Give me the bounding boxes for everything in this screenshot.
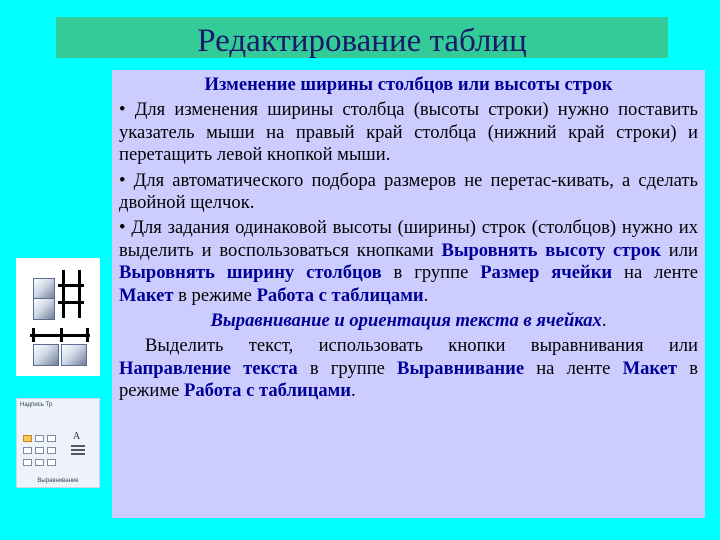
align-bottom-right-button[interactable] bbox=[47, 459, 56, 466]
keyword-cell-size: Размер ячейки bbox=[480, 262, 613, 284]
align-middle-left-button[interactable] bbox=[23, 447, 32, 454]
text-direction-icon: A bbox=[73, 431, 81, 442]
keyword-text-direction: Направление текста bbox=[119, 357, 298, 379]
heading-period: . bbox=[601, 310, 607, 332]
text-direction-button[interactable] bbox=[67, 431, 91, 467]
text-run: в группе bbox=[381, 262, 481, 284]
bullet-autofit: • Для автоматического подбора размеров не перетас-кивать, а сделать двойной щелчок. bbox=[119, 170, 698, 215]
text-run: на ленте bbox=[612, 262, 698, 284]
row-divider-icon bbox=[78, 270, 81, 318]
keyword-table-tools: Работа с таблицами bbox=[256, 284, 424, 306]
align-bottom-center-button[interactable] bbox=[35, 459, 44, 466]
keyword-table-tools: Работа с таблицами bbox=[184, 380, 352, 402]
bullet-distribute bbox=[119, 217, 698, 307]
text-run: Для задания одинаковой высоты (ширины) строк (столбцов) нужно их выделить и воспользоваться кнопками bbox=[119, 217, 698, 261]
slide-title: Редактирование таблиц bbox=[56, 17, 668, 58]
ribbon-top-label: Надпись Тр bbox=[20, 402, 53, 408]
distribute-rows-icon bbox=[33, 278, 55, 300]
distribute-columns-icon bbox=[61, 344, 87, 366]
line-icon bbox=[71, 445, 85, 447]
keyword-alignment: Выравнивание bbox=[397, 357, 525, 379]
bullet-resize: • Для изменения ширины столбца (высоты строки) нужно поставить указатель мыши на правый край столбца (нижний край строки) и перетащить левой кнопкой мыши. bbox=[119, 99, 698, 166]
column-divider-icon bbox=[32, 328, 35, 342]
heading-alignment bbox=[119, 310, 698, 332]
line-icon bbox=[71, 449, 85, 451]
keyword-layout: Макет bbox=[119, 284, 174, 306]
text-run: или bbox=[661, 239, 698, 261]
text-run: в режиме bbox=[173, 284, 257, 306]
row-divider-icon bbox=[58, 301, 84, 304]
keyword-distribute-rows: Выровнять высоту строк bbox=[441, 239, 662, 261]
distribute-icons-image bbox=[16, 258, 100, 376]
align-top-center-button[interactable] bbox=[35, 435, 44, 442]
line-icon bbox=[71, 453, 85, 455]
distribute-columns-icon bbox=[33, 344, 59, 366]
row-divider-icon bbox=[62, 270, 65, 318]
column-divider-icon bbox=[86, 328, 89, 342]
ribbon-alignment-group bbox=[16, 398, 100, 488]
keyword-distribute-columns: Выровнять ширину столбцов bbox=[119, 262, 382, 284]
align-top-right-button[interactable] bbox=[47, 435, 56, 442]
ribbon-group-label: Выравнивание bbox=[37, 478, 79, 484]
column-divider-icon bbox=[60, 328, 63, 342]
text-run: на ленте bbox=[524, 357, 623, 379]
align-top-left-button[interactable] bbox=[23, 435, 32, 442]
distribute-rows-icon bbox=[33, 298, 55, 320]
slide-text bbox=[119, 74, 698, 403]
text-run: в группе bbox=[297, 357, 398, 379]
paragraph-alignment bbox=[119, 335, 698, 402]
align-middle-center-button[interactable] bbox=[35, 447, 44, 454]
text-run: Выделить текст, использовать кнопки выравнивания или bbox=[145, 335, 698, 357]
heading-alignment-text: Выравнивание и ориентация текста в ячейках bbox=[210, 310, 602, 332]
text-run: в режиме bbox=[119, 357, 698, 402]
keyword-layout: Макет bbox=[622, 357, 678, 379]
text-run: . bbox=[423, 284, 429, 306]
row-divider-icon bbox=[58, 284, 84, 287]
align-bottom-left-button[interactable] bbox=[23, 459, 32, 466]
align-middle-right-button[interactable] bbox=[47, 447, 56, 454]
text-run: . bbox=[351, 380, 356, 402]
heading-column-width: Изменение ширины столбцов или высоты строк bbox=[204, 74, 613, 95]
